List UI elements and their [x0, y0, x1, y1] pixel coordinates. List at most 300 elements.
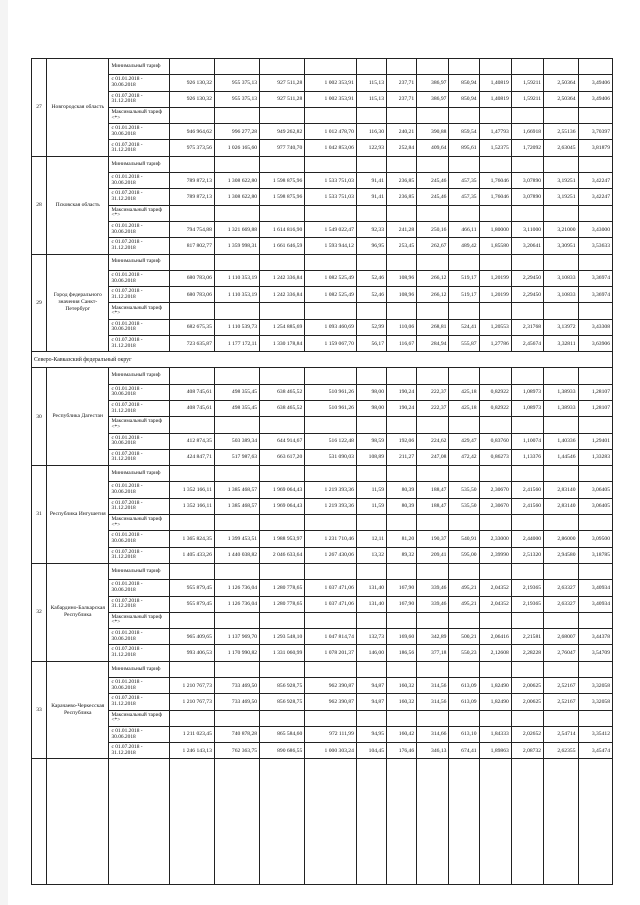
tariff-value: 2,63327	[544, 580, 578, 596]
tariff-period: с 01.07.2018 - 31.12.2018	[109, 91, 169, 107]
tariff-value: 500,21	[449, 629, 479, 645]
section-heading: Северо-Кавказский федеральный округ	[32, 352, 613, 368]
tariff-value: 540,91	[449, 531, 479, 547]
tariff-value	[169, 368, 214, 384]
tariff-value: 2,68007	[544, 629, 578, 645]
table-row	[32, 91, 613, 107]
tariff-value: 1 598 875,96	[260, 189, 305, 205]
table-row	[32, 661, 613, 677]
tariff-value: 122,93	[356, 140, 386, 156]
tariff-value: 429,47	[449, 433, 479, 449]
tariff-value	[169, 156, 214, 172]
tariff-value: 262,67	[417, 238, 449, 254]
tariff-value: 1 352 166,11	[169, 482, 214, 498]
tariff-value	[417, 515, 449, 531]
tariff-value: 3,43000	[578, 221, 613, 237]
tariff-value	[417, 563, 449, 579]
tariff-value: 1 267 430,06	[305, 547, 357, 563]
tariff-period: с 01.01.2018 - 30.06.2018	[109, 433, 169, 449]
tariff-value: 1 246 143,13	[169, 743, 214, 759]
tariff-value: 2,45674	[511, 336, 543, 352]
tariff-value: 2,00625	[511, 677, 543, 693]
tariff-value: 495,21	[449, 596, 479, 612]
tariff-value: 3,21000	[544, 221, 578, 237]
tariff-value	[387, 710, 417, 726]
tariff-value: 94,87	[356, 677, 386, 693]
tariff-value: 224,62	[417, 433, 449, 449]
tariff-period: Минимальный тариф	[109, 466, 169, 482]
tariff-value: 3,45474	[578, 743, 613, 759]
tariff-period: с 01.01.2018 - 30.06.2018	[109, 75, 169, 91]
tariff-value: 386,97	[417, 91, 449, 107]
tariff-value: 167,90	[387, 596, 417, 612]
tariff-value: 740 878,28	[214, 726, 259, 742]
tariff-value: 2,06416	[479, 629, 511, 645]
tariff-value: 926 130,32	[169, 75, 214, 91]
tariff-value: 2 046 633,64	[260, 547, 305, 563]
tariff-value: 167,90	[387, 580, 417, 596]
region-name: Псковская область	[47, 156, 109, 254]
tariff-value: 94,95	[356, 726, 386, 742]
tariff-value: 1 210 767,73	[169, 677, 214, 693]
tariff-value: 110,06	[387, 319, 417, 335]
tariff-value	[578, 303, 613, 319]
tariff-value: 3,42247	[578, 189, 613, 205]
tariff-period: с 01.07.2018 - 31.12.2018	[109, 498, 169, 514]
tariff-value: 674,41	[449, 743, 479, 759]
tariff-value	[417, 254, 449, 270]
tariff-value: 2,51320	[511, 547, 543, 563]
tariff-value: 3,40934	[578, 596, 613, 612]
tariff-value: 1,66918	[511, 124, 543, 140]
tariff-value: 1,40819	[479, 75, 511, 91]
tariff-value: 1,82490	[479, 694, 511, 710]
tariff-value: 457,35	[449, 189, 479, 205]
tariff-period: Минимальный тариф	[109, 661, 169, 677]
tariff-value: 856 928,75	[260, 694, 305, 710]
tariff-value: 517 987,63	[214, 449, 259, 465]
tariff-value: 1 037 471,06	[305, 580, 357, 596]
tariff-value: 247,08	[417, 449, 449, 465]
tariff-value: 222,37	[417, 400, 449, 416]
tariff-value	[260, 156, 305, 172]
tariff-value: 1 002 353,91	[305, 91, 357, 107]
tariff-value	[214, 303, 259, 319]
tariff-value: 962 390,87	[305, 694, 357, 710]
tariff-value: 169,60	[387, 629, 417, 645]
tariff-value: 176,46	[387, 743, 417, 759]
tariff-value	[214, 254, 259, 270]
tariff-period: с 01.01.2018 - 30.06.2018	[109, 629, 169, 645]
tariff-value	[544, 156, 578, 172]
blank-cell	[417, 759, 449, 885]
tariff-value: 209,41	[417, 547, 449, 563]
tariff-value: 377,18	[417, 645, 449, 661]
tariff-value: 680 783,06	[169, 270, 214, 286]
tariff-period: с 01.07.2018 - 31.12.2018	[109, 449, 169, 465]
tariff-value: 535,50	[449, 498, 479, 514]
tariff-value: 1 598 875,96	[260, 173, 305, 189]
tariff-value: 2,12608	[479, 645, 511, 661]
tariff-value: 1 110 539,73	[214, 319, 259, 335]
tariff-value	[260, 417, 305, 433]
tariff-value	[356, 661, 386, 677]
table-row	[32, 75, 613, 91]
tariff-value	[305, 59, 357, 75]
tariff-value: 1,59211	[511, 91, 543, 107]
tariff-value: 962 390,87	[305, 677, 357, 693]
tariff-value: 3,43308	[578, 319, 613, 335]
tariff-value: 1 219 393,36	[305, 498, 357, 514]
tariff-value	[449, 107, 479, 123]
region-name: Республика Ингушетия	[47, 466, 109, 564]
tariff-value	[356, 368, 386, 384]
tariff-value	[449, 466, 479, 482]
tariff-value: 2,83140	[544, 498, 578, 514]
tariff-value	[449, 417, 479, 433]
tariff-value	[305, 466, 357, 482]
tariff-value: 13,32	[356, 547, 386, 563]
blank-cell	[449, 759, 479, 885]
tariff-value: 253,45	[387, 238, 417, 254]
tariff-value: 2,04352	[479, 580, 511, 596]
blank-cell	[32, 759, 47, 885]
tariff-value: 498 355,45	[214, 384, 259, 400]
tariff-value: 245,46	[417, 189, 449, 205]
tariff-value: 250,16	[417, 221, 449, 237]
tariff-value	[214, 466, 259, 482]
tariff-value: 52,99	[356, 319, 386, 335]
tariff-value: 131,40	[356, 596, 386, 612]
tariff-value: 1 026 165,60	[214, 140, 259, 156]
tariff-value	[305, 303, 357, 319]
tariff-value	[544, 107, 578, 123]
tariff-value: 186,56	[387, 645, 417, 661]
tariff-value: 495,21	[449, 580, 479, 596]
tariff-value: 1,28107	[578, 384, 613, 400]
tariff-value: 850,94	[449, 91, 479, 107]
tariff-value: 425,18	[449, 384, 479, 400]
tariff-value: 3,36974	[578, 270, 613, 286]
tariff-value	[449, 59, 479, 75]
tariff-value: 519,17	[449, 270, 479, 286]
table-row	[32, 173, 613, 189]
tariff-value: 2,02652	[511, 726, 543, 742]
tariff-value: 789 872,13	[169, 189, 214, 205]
tariff-value: 638 465,52	[260, 400, 305, 416]
tariff-value	[356, 205, 386, 221]
tariff-value: 1 385 468,57	[214, 498, 259, 514]
tariff-value	[387, 563, 417, 579]
tariff-value: 1,20199	[479, 270, 511, 286]
tariff-value: 2,29450	[511, 287, 543, 303]
table-row	[32, 417, 613, 433]
tariff-value: 1,20199	[479, 287, 511, 303]
tariff-value	[169, 466, 214, 482]
tariff-value: 3,07890	[511, 189, 543, 205]
tariff-value: 188,47	[417, 482, 449, 498]
tariff-period: с 01.07.2018 - 31.12.2018	[109, 238, 169, 254]
tariff-value	[511, 368, 543, 384]
tariff-value: 339,46	[417, 596, 449, 612]
tariff-value: 794 754,88	[169, 221, 214, 237]
tariff-value: 498 355,45	[214, 400, 259, 416]
tariff-value	[544, 368, 578, 384]
tariff-value: 3,70397	[578, 124, 613, 140]
row-number: 27	[32, 59, 47, 157]
tariff-value: 1,85580	[479, 238, 511, 254]
table-row	[32, 400, 613, 416]
tariff-value	[260, 205, 305, 221]
tariff-value: 11,59	[356, 498, 386, 514]
tariff-value	[169, 563, 214, 579]
tariff-period: Максимальный тариф <*>	[109, 612, 169, 628]
tariff-value: 1 126 736,04	[214, 596, 259, 612]
tariff-value: 146,00	[356, 645, 386, 661]
tariff-value	[169, 417, 214, 433]
tariff-value	[578, 417, 613, 433]
tariff-value	[305, 254, 357, 270]
tariff-value: 723 635,87	[169, 336, 214, 352]
tariff-value: 0,82922	[479, 400, 511, 416]
tariff-value: 1,52375	[479, 140, 511, 156]
tariff-value: 2,29450	[511, 270, 543, 286]
tariff-value: 1 405 433,26	[169, 547, 214, 563]
tariff-value: 1 533 751,03	[305, 189, 357, 205]
tariff-value: 1 549 022,47	[305, 221, 357, 237]
tariff-period: Минимальный тариф	[109, 156, 169, 172]
tariff-value: 926 130,32	[169, 91, 214, 107]
table-row	[32, 498, 613, 514]
tariff-value: 1,59211	[511, 75, 543, 91]
table-row	[32, 140, 613, 156]
tariff-value	[578, 156, 613, 172]
tariff-value: 524,41	[449, 319, 479, 335]
tariff-value: 1,47793	[479, 124, 511, 140]
tariff-value: 895,61	[449, 140, 479, 156]
tariff-value: 211,27	[387, 449, 417, 465]
tariff-value	[169, 205, 214, 221]
tariff-period: Максимальный тариф <*>	[109, 205, 169, 221]
table-row	[32, 189, 613, 205]
tariff-value	[578, 466, 613, 482]
table-row	[32, 221, 613, 237]
tariff-value	[417, 303, 449, 319]
tariff-value	[356, 710, 386, 726]
tariff-value: 1 110 353,19	[214, 270, 259, 286]
tariff-value	[449, 661, 479, 677]
tariff-value: 2,86000	[544, 531, 578, 547]
tariff-value	[511, 254, 543, 270]
tariff-value	[305, 515, 357, 531]
tariff-value	[387, 254, 417, 270]
tariff-value: 859,54	[449, 124, 479, 140]
tariff-value: 1 042 853,06	[305, 140, 357, 156]
tariff-value: 116,67	[387, 336, 417, 352]
tariff-value: 409,64	[417, 140, 449, 156]
tariff-value	[479, 417, 511, 433]
tariff-value	[260, 515, 305, 531]
tariff-value	[305, 417, 357, 433]
tariff-value	[479, 515, 511, 531]
tariff-value	[356, 515, 386, 531]
tariff-value: 108,96	[387, 287, 417, 303]
tariff-value	[479, 466, 511, 482]
tariff-value: 503 389,34	[214, 433, 259, 449]
tariff-value: 1 082 525,49	[305, 287, 357, 303]
tariff-value: 190,37	[417, 531, 449, 547]
tariff-value: 3,11000	[511, 221, 543, 237]
tariff-value	[356, 59, 386, 75]
blank-cell	[479, 759, 511, 885]
tariff-value: 2,76047	[544, 645, 578, 661]
tariff-value: 390,88	[417, 124, 449, 140]
table-row	[32, 368, 613, 384]
tariff-value: 1,13376	[511, 449, 543, 465]
blank-cell	[109, 759, 169, 885]
tariff-value: 314,56	[417, 677, 449, 693]
tariff-value: 1,33283	[578, 449, 613, 465]
blank-cell	[305, 759, 357, 885]
tariff-value	[387, 205, 417, 221]
tariff-value: 550,23	[449, 645, 479, 661]
table-row	[32, 287, 613, 303]
blank-cell	[169, 759, 214, 885]
tariff-value	[578, 254, 613, 270]
region-name: Кабардино-Балкарская Республика	[47, 563, 109, 661]
tariff-period: с 01.01.2018 - 30.06.2018	[109, 677, 169, 693]
region-name: Республика Дагестан	[47, 368, 109, 466]
scan-shadow	[0, 0, 8, 905]
tariff-value: 2,04352	[479, 596, 511, 612]
tariff-value: 104,45	[356, 743, 386, 759]
tariff-value: 11,59	[356, 482, 386, 498]
tariff-period: с 01.07.2018 - 31.12.2018	[109, 645, 169, 661]
tariff-value: 339,46	[417, 580, 449, 596]
tariff-value: 613,09	[449, 677, 479, 693]
tariff-value: 346,13	[417, 743, 449, 759]
tariff-value: 1,38933	[544, 400, 578, 416]
tariff-value: 850,94	[449, 75, 479, 91]
tariff-value: 1 078 201,37	[305, 645, 357, 661]
tariff-value: 1 093 460,69	[305, 319, 357, 335]
tariff-period: с 01.01.2018 - 30.06.2018	[109, 270, 169, 286]
tariff-value	[544, 710, 578, 726]
tariff-period: Минимальный тариф	[109, 59, 169, 75]
tariff-value: 3,32058	[578, 694, 613, 710]
tariff-value: 91,41	[356, 173, 386, 189]
tariff-value: 0,83760	[479, 433, 511, 449]
tariff-value	[479, 303, 511, 319]
tariff-value: 613,10	[449, 726, 479, 742]
tariff-value: 890 686,55	[260, 743, 305, 759]
tariff-period: с 01.01.2018 - 30.06.2018	[109, 173, 169, 189]
tariff-value: 80,39	[387, 498, 417, 514]
tariff-value: 3,10833	[544, 270, 578, 286]
tariff-value: 237,71	[387, 75, 417, 91]
tariff-value: 160,32	[387, 694, 417, 710]
tariff-value	[260, 661, 305, 677]
tariff-period: с 01.07.2018 - 31.12.2018	[109, 547, 169, 563]
tariff-value: 1 231 710,46	[305, 531, 357, 547]
tariff-value: 2,94580	[544, 547, 578, 563]
tariff-value	[214, 368, 259, 384]
tariff-value: 131,40	[356, 580, 386, 596]
tariff-value: 108,89	[356, 449, 386, 465]
tariff-value: 2,41560	[511, 482, 543, 498]
tariff-value: 115,13	[356, 75, 386, 91]
tariff-value: 3,40934	[578, 580, 613, 596]
region-name: Город федерального значения Санкт-Петербург	[47, 254, 109, 352]
tariff-value: 1 047 814,74	[305, 629, 357, 645]
table-row	[32, 726, 613, 742]
tariff-value: 1 365 824,35	[169, 531, 214, 547]
tariff-value: 190,24	[387, 400, 417, 416]
table-row	[32, 254, 613, 270]
tariff-value: 3,81879	[578, 140, 613, 156]
tariff-value	[356, 303, 386, 319]
tariff-value: 762 363,75	[214, 743, 259, 759]
table-row	[32, 238, 613, 254]
tariff-value	[511, 515, 543, 531]
tariff-value: 1 969 064,43	[260, 498, 305, 514]
tariff-value: 98,59	[356, 433, 386, 449]
tariff-value: 1 177 172,11	[214, 336, 259, 352]
tariff-value: 237,71	[387, 91, 417, 107]
tariff-value	[260, 254, 305, 270]
tariff-value: 1 037 471,06	[305, 596, 357, 612]
tariff-value: 98,00	[356, 384, 386, 400]
tariff-value: 1 210 767,73	[169, 694, 214, 710]
tariff-value	[479, 59, 511, 75]
tariff-value: 1,80000	[479, 221, 511, 237]
tariff-value: 3,49406	[578, 75, 613, 91]
tariff-value: 975 373,56	[169, 140, 214, 156]
tariff-value: 3,13972	[544, 319, 578, 335]
tariff-value: 3,09500	[578, 531, 613, 547]
tariff-value: 94,87	[356, 694, 386, 710]
tariff-value	[356, 254, 386, 270]
tariff-value: 680 783,06	[169, 287, 214, 303]
tariff-value: 789 872,13	[169, 173, 214, 189]
tariff-value: 2,55136	[544, 124, 578, 140]
tariff-value	[511, 612, 543, 628]
tariff-period: с 01.01.2018 - 30.06.2018	[109, 482, 169, 498]
tariff-value: 236,85	[387, 189, 417, 205]
tariff-period: Максимальный тариф <*>	[109, 303, 169, 319]
tariff-value: 3,19251	[544, 173, 578, 189]
tariff-value	[449, 303, 479, 319]
tariff-period: с 01.07.2018 - 31.12.2018	[109, 400, 169, 416]
tariff-value: 2,31768	[511, 319, 543, 335]
tariff-value	[169, 254, 214, 270]
tariff-value	[544, 661, 578, 677]
table-row	[32, 596, 613, 612]
tariff-value: 946 964,62	[169, 124, 214, 140]
tariff-value: 2,54714	[544, 726, 578, 742]
tariff-value: 2,44000	[511, 531, 543, 547]
row-number: 29	[32, 254, 47, 352]
tariff-value	[305, 368, 357, 384]
tariff-value	[578, 612, 613, 628]
tariff-value: 2,62355	[544, 743, 578, 759]
tariff-value	[169, 661, 214, 677]
tariff-value: 132,73	[356, 629, 386, 645]
tariff-value: 1 293 548,10	[260, 629, 305, 645]
tariff-value: 2,00625	[511, 694, 543, 710]
tariff-value: 2,21581	[511, 629, 543, 645]
tariff-value	[387, 515, 417, 531]
